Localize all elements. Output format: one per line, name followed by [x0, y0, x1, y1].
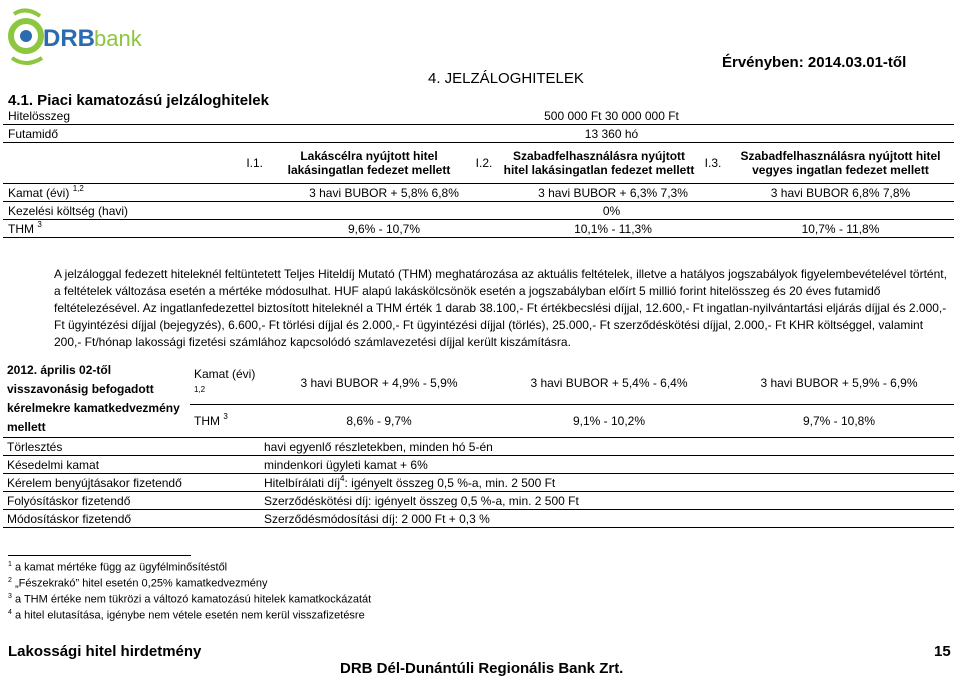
product-code: I.1. [246, 156, 263, 170]
discount-rate-value: 3 havi BUBOR + 5,9% - 6,9% [724, 361, 954, 405]
svg-text:bank: bank [94, 26, 142, 51]
rate-sup: 1,2 [72, 183, 84, 193]
table-row [3, 456, 954, 474]
row-label: Módosításkor fizetendő [3, 510, 264, 528]
discount-thm-value: 9,7% - 10,8% [724, 405, 954, 438]
table-row [3, 202, 954, 220]
valid-from: Érvényben: 2014.03.01-től [722, 54, 907, 71]
row-value: mindenkori ügyleti kamat + 6% [264, 456, 954, 474]
row-value: Hitelbírálati díj [264, 475, 341, 490]
row-value: : igényelt összeg 0,5 %-a, min. 2 500 Ft [344, 475, 556, 490]
footnote [8, 561, 227, 574]
fee-label: Kezelési költség (havi) [3, 202, 269, 220]
row-value: havi egyenlő részletekben, minden hó 5-én [264, 438, 954, 456]
product-name: Lakáscélra nyújtott hitel lakásingatlan fedezet mellett [269, 143, 469, 184]
product-code: I.2. [469, 143, 499, 184]
rate-value: 3 havi BUBOR + 5,8% 6,8% [269, 184, 499, 202]
term-value: 13 360 hó [269, 125, 954, 143]
product-name: Szabadfelhasználásra nyújtott hitel lakásingatlan fedezet mellett [499, 143, 699, 184]
footnote-number: 1 [8, 561, 12, 568]
footnote [8, 609, 365, 622]
footnote-text: „Fészekrakó” hitel esetén 0,25% kamatkedvezmény [14, 577, 268, 590]
amount-label: Hitelösszeg [3, 107, 269, 125]
table-row [3, 510, 954, 528]
row-value: Szerződéskötési díj: igényelt összeg 0,5 %-a, min. 2 500 Ft [264, 492, 954, 510]
footnote-text: a hitel elutasítása, igénybe nem vétele esetén nem kerül visszafizetésre [14, 609, 365, 622]
amount-value: 500 000 Ft 30 000 000 Ft [269, 107, 954, 125]
table-row [3, 492, 954, 510]
footnote-text: a THM értéke nem tükrözi a változó kamatozású hitelek kamatkockázatát [14, 593, 372, 606]
thm-value: 10,7% - 11,8% [727, 220, 954, 238]
discount-rate-value: 3 havi BUBOR + 4,9% - 5,9% [264, 361, 494, 405]
drb-bank-logo-graphic [6, 2, 146, 72]
fee-value: 0% [269, 202, 954, 220]
discount-table [3, 361, 954, 528]
svg-text:DRB: DRB [43, 25, 95, 52]
discount-group-label: 2012. április 02-től visszavonásig befogadott kérelmekre kamatkedvezmény mellett [3, 361, 190, 438]
thm-sup: 3 [37, 219, 42, 229]
page-number: 15 [934, 643, 951, 660]
table-row [3, 107, 954, 125]
footnote [8, 593, 371, 606]
rate-label: Kamat (évi) [8, 185, 70, 200]
discount-rate-value: 3 havi BUBOR + 5,4% - 6,4% [494, 361, 724, 405]
drb-bank-logo [6, 2, 146, 72]
conditions-table [3, 107, 954, 238]
footnote [8, 577, 267, 590]
thm-explanation: A jelzáloggal fedezett hiteleknél feltüntetett Teljes Hiteldíj Mutató (THM) meghatározása az aktuális feltételek, illetve a hatályos jogszabályok figyelembevételével történt, a feltételek változása esetén a mértéke módosulhat. HUF alapú lakáskölcsönök esetén a jogszabályban előírt 5 millió forint hitelösszeg és 20 éves futamidő feltételezésével. Az ingatlanfedezettel biztosított hiteleknél a THM érték 1 darab 38.100,- Ft értékbecslési díjjal, 12.600,- Ft ingatlan-nyilvántartási eljárás díjjal és 2.000,- Ft ügyintézési díjjal (bejegyzés), 6.600,- Ft törlési díjjal és 2.000,- Ft ügyintézési díjjal (törlés), 25.000,- Ft szerződéskötési díjjal, 2.000,- Ft KHR költséggel, valamint 200,- Ft/hónap lakossági fizetési számlához kapcsolódó számlavezetési díjjal került kiszámításra. [54, 267, 947, 349]
footnote-text: a kamat mértéke függ az ügyfélminősítéstől [14, 561, 228, 574]
rate-sup: 1,2 [194, 384, 206, 394]
table-row [3, 143, 954, 184]
rate-value: 3 havi BUBOR 6,8% 7,8% [727, 184, 954, 202]
discount-thm-value: 8,6% - 9,7% [264, 405, 494, 438]
rate-label: Kamat (évi) [194, 366, 256, 381]
discount-thm-value: 9,1% - 10,2% [494, 405, 724, 438]
footnote-number: 2 [8, 577, 12, 584]
row-value-sup: 4 [340, 473, 345, 483]
row-label: Kérelem benyújtásakor fizetendő [3, 474, 264, 492]
footer-bank-name: DRB Dél-Dunántúli Regionális Bank Zrt. [340, 660, 624, 677]
rate-value: 3 havi BUBOR + 6,3% 7,3% [499, 184, 727, 202]
page-title: 4. JELZÁLOGHITELEK [428, 70, 584, 87]
product-code: I.3. [699, 143, 727, 184]
table-row [3, 438, 954, 456]
thm-value: 10,1% - 11,3% [499, 220, 727, 238]
thm-label: THM [194, 414, 220, 429]
footer-document-title: Lakossági hitel hirdetmény [8, 643, 202, 660]
table-row [3, 361, 954, 405]
table-row [3, 474, 954, 492]
row-label: Késedelmi kamat [3, 456, 264, 474]
footnote-number: 4 [8, 609, 12, 616]
section-title: 4.1. Piaci kamatozású jelzáloghitelek [8, 92, 269, 109]
product-name: Szabadfelhasználásra nyújtott hitel vegyes ingatlan fedezet mellett [727, 143, 954, 184]
term-label: Futamidő [3, 125, 269, 143]
footnote-divider [8, 555, 191, 556]
table-row [3, 125, 954, 143]
thm-label: THM [8, 221, 34, 236]
thm-sup: 3 [223, 412, 228, 422]
row-label: Folyósításkor fizetendő [3, 492, 264, 510]
table-row [3, 184, 954, 202]
footnote-number: 3 [8, 593, 12, 600]
row-value: Szerződésmódosítási díj: 2 000 Ft + 0,3 % [264, 510, 954, 528]
row-label: Törlesztés [3, 438, 264, 456]
table-row [3, 220, 954, 238]
thm-value: 9,6% - 10,7% [269, 220, 499, 238]
